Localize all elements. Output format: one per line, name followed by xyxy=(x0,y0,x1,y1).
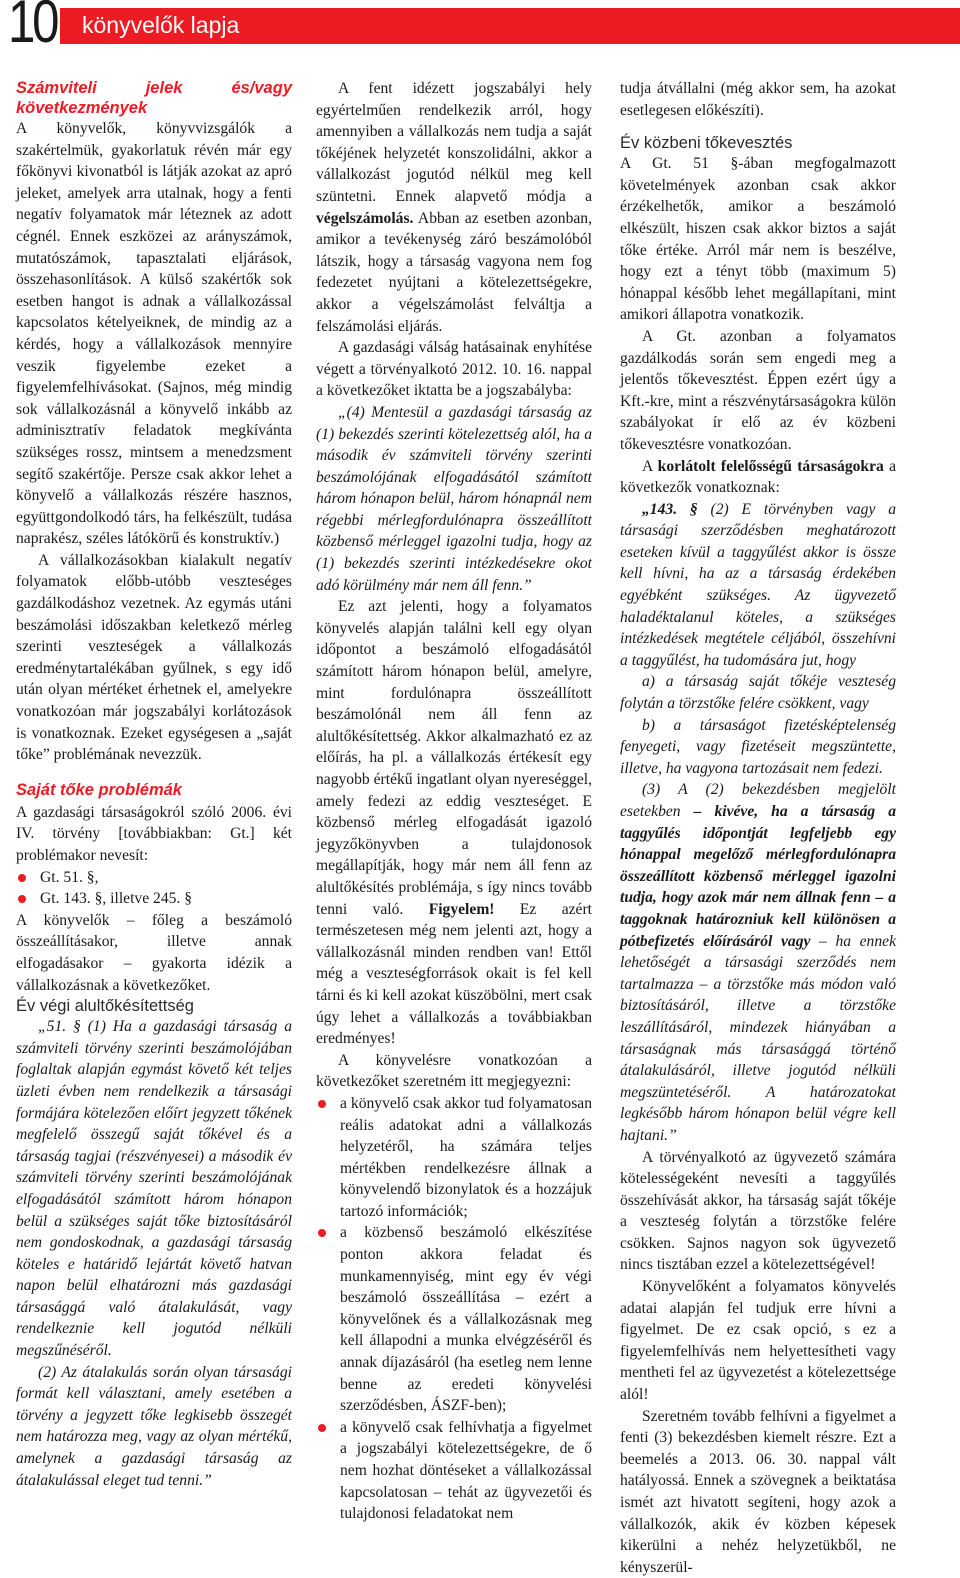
text: Ez azt jelenti, hogy a folyamatos könyvelés alapján találni kell egy olyan időpontot a beszámoló elfogadásától számított három hónapon belül, amelyre, mint fordulónapra összeállított beszámolónál nem áll fenn az alultőkésítettség. Akkor alkalmazható ez az előírás, ha pl. a vállalkozás értékesít egy nagyobb értékű ingatlant olyan nyereséggel, amely fedezi az eddig veszteséget. E közbenső mérleg elfogadását igazoló jegyzőkönyvben a tulajdonosok megállapítják, hogy már nem áll fenn az alultőkésítés problémája, s így nincs tovább tenni való. xyxy=(316,598,592,918)
law-quote: a) a társaság saját tőkéje veszteség folytán a törzstőke felére csökkent, vagy xyxy=(620,673,896,713)
list-item: a könyvelő csak felhívhatja a figyelmet a jogszabályi kötelezettségekre, de ő nem hozhat döntéseket a vállalkozással kapcsolatosan – tehát az ügyvezetői és tulajdonosi feladatokat nem xyxy=(316,1417,592,1525)
paragraph xyxy=(620,456,896,499)
bullet-list xyxy=(316,1093,592,1525)
paragraph: A törvényalkotó az ügyvezető számára kötelességeként nevesíti a taggyűlés összehívását akkor, ha társaság saját tőkéje a veszteség folytán a törzstőke felére csökken. Sajnos nagyon sok ügyvezető nincs tisztában ezzel a kötelezettségével! xyxy=(620,1148,896,1274)
emphasis: – kivéve, ha a társaság a taggyűlés időpontját legfeljebb egy hónappal megelőző mérlegfordulónapra összeállított közbenső mérleggel igazolni tudja, hogy azok már nem állnak fenn – a taggoknak határozniuk kell különösen a pótbefizetés előírásáról vagy xyxy=(620,803,897,950)
list-item: Gt. 51. §, xyxy=(16,867,292,889)
law-quote: b) a társaságot fizetésképtelenség fenyegeti, vagy fizetéseit megszüntette, illetve, ha vagyona tartozásait nem fedezi. xyxy=(620,716,896,777)
paragraph: A könyvelők – főleg a beszámoló összeállításakor, illetve annak elfogadásakor – gyakorta idézik a vállalkozásnak a következőket. xyxy=(16,911,292,994)
list-item: Gt. 143. §, illetve 245. § xyxy=(16,888,292,910)
paragraph: tudja átvállalni (még akkor sem, ha azokat esetlegesen előkészíti). xyxy=(620,80,896,119)
paragraph xyxy=(316,596,592,1049)
law-quote xyxy=(620,779,896,1146)
text: Abban az esetben azonban, amikor a tevékenység záró beszámolóból látszik, hogy a társaság vagyona nem fog fedezetet nyújtani a kötelezettségekre, akkor a végelszámolást felváltja a felszámolási eljárás. xyxy=(316,209,592,335)
law-quote: (2) Az átalakulás során olyan társasági formát kell választani, amely esetében a törvény a jegyzett tőke legkisebb összegét nem határozza meg, vagy az olyan mértékű, amelynek a gazdasági társaság az átalakulással eleget tud tenni.” xyxy=(16,1363,292,1489)
paragraph: A gazdasági társaságokról szóló 2006. évi IV. törvény [továbbiakban: Gt.] két problémakor nevesít: xyxy=(16,803,292,864)
column-1 xyxy=(16,78,292,1491)
paragraph: A vállalkozásokban kialakult negatív folyamatok előbb-utóbb veszteséges gazdálkodáshoz vezetnek. Az egymás utáni beszámolási időszakban keletkező mérleg szerinti veszteségek a vállalkozás eredménytartalékában gyűlnek, s egy idő után olyan mértéket érhetnek el, amelyekre vonatkozóan már jogszabályi korlátozások is vonatkoznak. Ezeket egységesen a „saját tőke” problémának nevezzük. xyxy=(16,551,292,764)
page-number: 10 xyxy=(8,0,57,55)
text: A xyxy=(642,457,658,475)
paragraph: A könyvelésre vonatkozóan a következőket szeretném itt megjegyezni: xyxy=(316,1051,592,1091)
text: a következők vonatkoznak: xyxy=(620,457,896,497)
heading-interim-capital-loss: Év közbeni tőkevesztés xyxy=(620,134,793,153)
column-2 xyxy=(316,78,592,1525)
paragraph: A gazdasági válság hatásainak enyhítése végett a törvényalkotó 2012. 10. 16. nappal a következőket iktatta be a jogszabályba: xyxy=(316,339,592,400)
text: (2) E törvényben vagy a társasági szerződésben meghatározott eseteken kívül a taggyűlést akkor is össze kell hívni, ha az a társaság érdekében egyébként szükséges. Az ügyvezető haladéktalanul köteles, a szükséges intézkedések megtétele céljából, összehívni a taggyűlést, ha tudomására jut, hogy xyxy=(620,500,896,669)
paragraph: A Gt. 51 §-ában megfogalmazott követelmények azonban csak akkor érzékelhetők, amikor a beszámoló elkészült, hiszen csak akkor biztos a saját tőke értéke. Arról már nem is beszélve, hogy ezt a tényt több (maximum 5) hónappal később lehet megállapítani, mint amikori állapotra vonatkozik. xyxy=(620,155,896,324)
text: A fent idézett jogszabályi hely egyértelműen rendelkezik arról, hogy amennyiben a vállalkozás nem tudja a saját tőkéjének helyzetét konszolidálni, akkor a vállalkozást jogutód nélkül meg kell szüntetni. Ennek alapvető módja a xyxy=(316,80,592,205)
emphasis: Figyelem! xyxy=(428,900,495,918)
heading-accounting-signals: Számviteli jelek és/vagy következmények xyxy=(16,79,292,117)
law-quote: „51. § (1) Ha a gazdasági társaság a számviteli törvény szerinti beszámolójában foglaltak alapján egymást követő két teljes üzleti évben nem rendelkezik a társasági formájára kötelezően előírt jegyzett tőkének megfelelő összegű saját tőkével és a társaság tagjai (részvényesei) a második év számviteli törvény szerinti beszámolójának elfogadásától számított három hónapon belül a szükséges saját tőke biztosításáról nem gondoskodnak, a gazdasági társaság köteles e határidő lejártát követő hatvan napon belül elhatározni más gazdasági társasággá való átalakulását, vagy rendelkeznie kell jogutód nélküli megszűnéséről. xyxy=(16,1018,292,1360)
paragraph: A könyvelők, könyvvizsgálók a szakértelmük, gyakorlatuk révén már egy főkönyvi kivonatból is látják azokat az apró jeleket, amelyek arra utalnak, hogy a fenti negatív folyamatok már léteznek az adott cégnél. Ennek eszközei az arányszámok, mutatószámok, tapasztalati eljárások, összehasonlítások. A külső szakértők sok esetben hangot is adnak a vállalkozással kapcsolatos kételyeiknek, de mindig az a kérdés, hogy a vállalkozások mennyire veszik figyelembe ezeket a figyelemfelhívásokat. (Sajnos, még mindig sok vállalkozásnál a könyvelő inkább az adminisztratív feladatok megkívánta szükséges rossz, mintsem a menedzsment segítő szakértője. Persze csak akkor lehet a könyvelő a vállalkozás részére hasznos, együttgondolkodó társ, ha felkészült, tudása naprakész, széles látókörű és konstruktív.) xyxy=(16,120,292,548)
bullet-list xyxy=(16,867,292,910)
column-3 xyxy=(620,78,896,1578)
law-quote xyxy=(620,499,896,672)
text: Ez azért természetesen még nem jelenti azt, hogy a vállalkozásnál minden rendben van! Ettől még a veszteségforrások okait is fel kell tárni és ki kell azokat küszöbölni, mert csak úgy lehet a vállalkozás a továbbiakban eredményes! xyxy=(316,900,592,1048)
section-title: könyvelők lapja xyxy=(82,12,240,38)
heading-year-end-undercapitalization: Év végi alultőkésítettség xyxy=(16,997,194,1016)
paragraph: Könyvelőként a folyamatos könyvelés adatai alapján fel tudjuk erre hívni a figyelmet. De ez csak opció, s ez a figyelemfelhívás nem helyettesítheti vagy mentheti fel az ügyvezetést a kötelezettsége alól! xyxy=(620,1278,896,1404)
text: (3) A (2) bekezdésben megjelölt esetekben xyxy=(620,781,896,820)
paragraph: Szeretném tovább felhívni a figyelmet a fenti (3) bekezdésben kiemelt részre. Ezt a beemelés a 2013. 06. 30. nappal vált hatályossá. Ennek a szövegnek a beiktatása ismét azt hivatott segíteni, hogy azok a vállalkozók, akik év közben képesek kikerülni a nehéz helyzetükből, ne kényszerül- xyxy=(620,1407,896,1576)
emphasis: korlátolt felelősségű társaságokra xyxy=(657,457,884,475)
list-item: a közbenső beszámoló elkészítése ponton akkora feladat és munkamennyiség, mint egy év végi beszámoló összeállítása – ezért a könyvelőnek és a vállalkozásnak meg kell állapodni a munka elvégzéséről és annak díjazásáról (ha esetleg nem lenne benne az eredeti könyvelési szerződésben, ÁSZF-ben); xyxy=(316,1222,592,1416)
text: – ha ennek lehetőségét a társasági szerződés nem tartalmazza – a törzstőke más módon való biztosításáról, illetve a törzstőke leszállításáról, mindezek hiányában a társaságnak más társasággá történő átalakulásáról, illetve jogutód nélküli megszüntetéséről. A határozatokat legkésőbb három hónapon belül végre kell hajtani.” xyxy=(620,932,896,1144)
heading-equity-problems: Saját tőke problémák xyxy=(16,780,182,799)
emphasis: „143. § xyxy=(642,500,698,518)
emphasis: végelszámolás. xyxy=(316,209,414,227)
law-quote: „(4) Mentesül a gazdasági társaság az (1) bekezdés szerinti kötelezettség alól, ha a második év számviteli törvény szerinti beszámolójának elfogadásától számított három hónapon belül, három hónapnál nem régebbi mérlegfordulónapra összeállított közbenső mérleggel igazolni tudja, hogy az (1) bekezdés szerinti intézkedésekre okot adó körülmény már nem áll fenn.” xyxy=(316,403,592,594)
paragraph xyxy=(316,78,592,337)
paragraph: A Gt. azonban a folyamatos gazdálkodás során sem engedi meg a jelentős tőkevesztést. Éppen ezért úgy a Kft.-kre, mint a részvénytársaságokra külön szabályokat ír elő az év közbeni tőkevesztésre vonatkozóan. xyxy=(620,327,896,453)
page-header xyxy=(0,0,960,55)
list-item: a könyvelő csak akkor tud folyamatosan reális adatokat adni a vállalkozás helyzetéről, ha számára teljes mértékben rendelkezésre állnak a könyvelendő bizonylatok és a hozzájuk tartozó információk; xyxy=(316,1093,592,1223)
